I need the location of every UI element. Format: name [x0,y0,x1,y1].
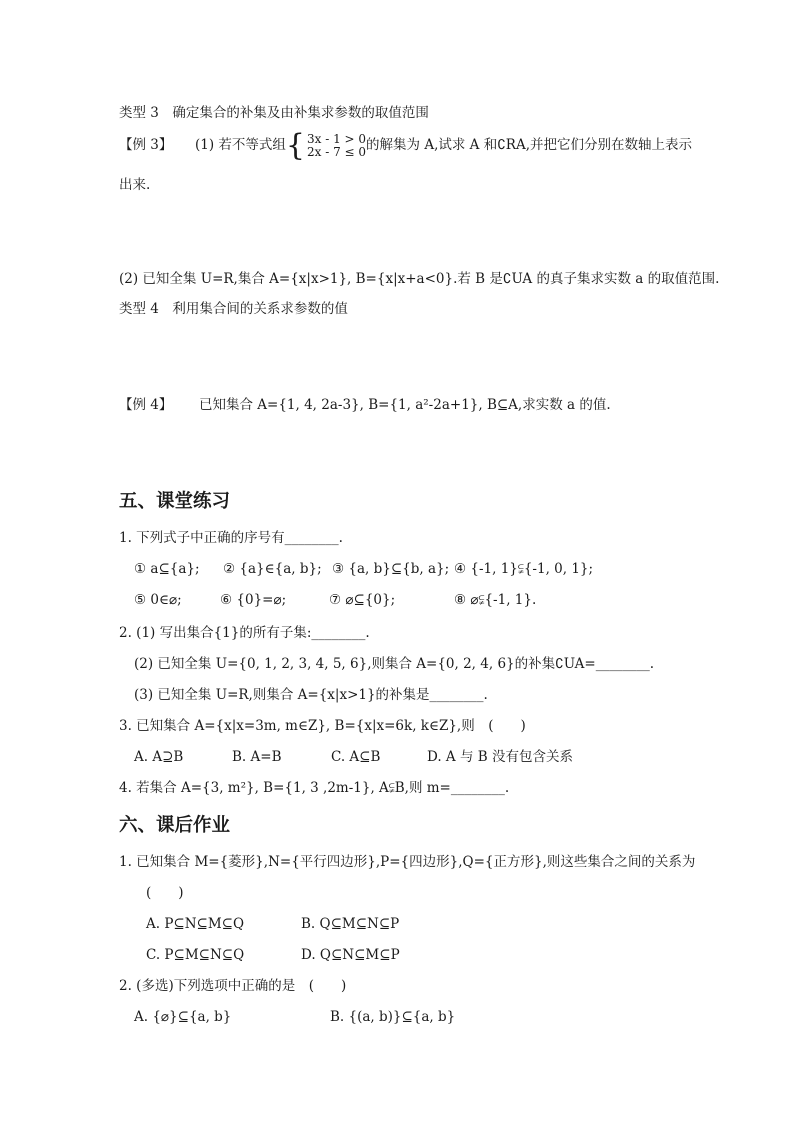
homework-q1-answer-paren: ( ) [146,885,184,901]
example3-part1 [119,127,693,163]
practice-q2-2: (2) 已知全集 U={0, 1, 2, 3, 4, 5, 6},则集合 A={0, 2, 4, 6}的补集∁UA=________. [134,656,655,672]
example3-part2: (2) 已知全集 U=R,集合 A={x|x>1}, B={x|x+a<0}.若 B 是∁UA 的真子集求实数 a 的取值范围. [119,271,720,287]
inequality-1: 3x - 1 > 0 [307,131,367,146]
q1-option-2: ② {a}∈{a, b}; [223,561,322,577]
q3-option-d: D. A 与 B 没有包含关系 [427,749,573,765]
example3-part1-suffix: 的解集为 A,试求 A 和∁RA,并把它们分别在数轴上表示 [366,137,693,153]
practice-q2-3: (3) 已知全集 U=R,则集合 A={x|x>1}的补集是________. [134,687,488,703]
q3-option-a: A. A⊇B [134,749,184,765]
homework-q1: 1. 已知集合 M={菱形},N={平行四边形},P={四边形},Q={正方形},则这些集合之间的关系为 [119,854,696,870]
example4-text: 已知集合 A={1, 4, 2a-3}, B={1, a²-2a+1}, B⊆A,求实数 a 的值. [198,397,611,413]
example3-part1-prefix: (1) 若不等式组 [194,137,286,153]
h1-option-d: D. Q⊆N⊆M⊆P [301,947,400,963]
q3-option-b: B. A=B [232,749,282,765]
q1-option-8: ⑧ ⌀⫋{-1, 1}. [454,592,537,608]
example3-label: 【例 3】 [119,137,173,153]
h1-option-c: C. P⊆M⊆N⊆Q [146,947,245,963]
section6-heading: 六、课后作业 [119,815,231,836]
q1-option-6: ⑥ {0}=⌀; [220,592,287,608]
example3-part1-continued: 出来. [119,177,151,193]
h1-option-b: B. Q⊆M⊆N⊆P [301,916,400,932]
example4 [119,395,611,415]
practice-q4: 4. 若集合 A={3, m²}, B={1, 3 ,2m-1}, A⫋B,则 m=________. [119,780,510,796]
q1-option-7: ⑦ ⌀⊆{0}; [329,592,396,608]
practice-q1: 1. 下列式子中正确的序号有________. [119,530,343,546]
inequality-system [307,133,366,159]
q1-option-1: ① a⊆{a}; [134,561,200,577]
h2-option-b: B. {(a, b)}⊆{a, b} [330,1009,456,1025]
q1-option-4: ④ {-1, 1}⫋{-1, 0, 1}; [454,561,594,577]
homework-q2: 2. (多选)下列选项中正确的是 ( ) [119,978,347,994]
inequality-2: 2x - 7 ≤ 0 [307,144,367,159]
section5-heading: 五、课堂练习 [119,491,231,512]
practice-q2-1: 2. (1) 写出集合{1}的所有子集:________. [119,625,370,641]
q3-option-c: C. A⊆B [331,749,381,765]
type3-heading: 类型 3 确定集合的补集及由补集求参数的取值范围 [119,105,429,121]
q1-option-5: ⑤ 0∈⌀; [134,592,182,608]
q1-option-3: ③ {a, b}⊆{b, a}; [332,561,450,577]
type4-heading: 类型 4 利用集合间的关系求参数的值 [119,301,348,317]
left-brace-icon: { [285,127,305,163]
h1-option-a: A. P⊆N⊆M⊆Q [146,916,245,932]
example4-label: 【例 4】 [119,397,173,413]
practice-q3: 3. 已知集合 A={x|x=3m, m∈Z}, B={x|x=6k, k∈Z},则 ( ) [119,718,526,734]
h2-option-a: A. {⌀}⊆{a, b} [134,1009,232,1025]
